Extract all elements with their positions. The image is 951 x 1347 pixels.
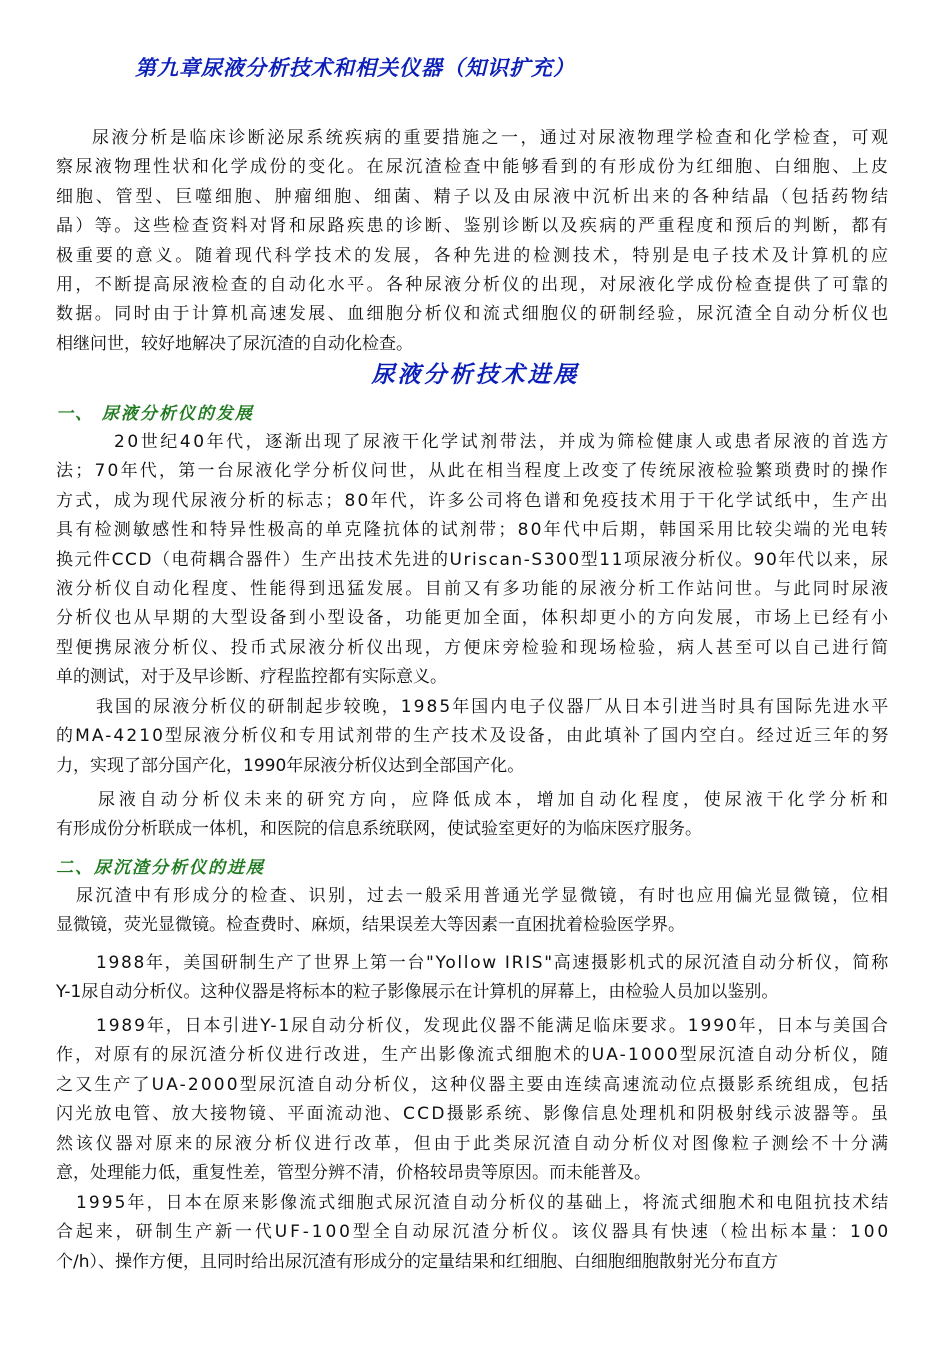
text-line: 相继问世，较好地解决了尿沉渣的自动化检查。 [56,333,413,354]
text-line: 尿液自动分析仪未来的研究方向，应降低成本，增加自动化程度，使尿液干化学分析和 [98,790,892,810]
text-line: 换元件CCD（电荷耦合器件）生产出技术先进的Uriscan-S300型11项尿液分析仪。90年代以来，尿 [56,549,890,570]
text-line: 有形成份分析联成一体机，和医院的信息系统联网，使试验室更好的为临床医疗服务。 [56,819,702,840]
text-line: 细胞、管型、巨噬细胞、肿瘤细胞、细菌、精子以及由尿液中沉析出来的各种结晶（包括药物结 [56,186,891,207]
text-line: 1989年，日本引进Y-1尿自动分析仪，发现此仪器不能满足临床要求。1990年，日本与美国合 [96,1016,890,1036]
text-line: 显微镜，荧光显微镜。检查费时、麻烦，结果误差大等因素一直困扰着检验医学界。 [56,915,685,936]
text-line: 闪光放电管、放大接物镜、平面流动池、CCD摄影系统、影像信息处理机和阴极射线示波器等。虽 [56,1104,891,1125]
text-line: 具有检测敏感性和特异性极高的单克隆抗体的试剂带；80年代中后期，韩国采用比较尖端的光电转 [56,520,890,541]
text-line: 然该仪器对原来的尿液分析仪进行改革，但由于此类尿沉渣自动分析仪对图像粒子测绘不十分满 [56,1133,891,1154]
text-line: 尿液分析是临床诊断泌尿系统疾病的重要措施之一，通过对尿液物理学检查和化学检查，可观 [92,128,891,148]
text-line: 合起来，研制生产新一代UF-100型全自动尿沉渣分析仪。该仪器具有快速（检出标本量：100 [56,1222,892,1243]
text-line: 我国的尿液分析仪的研制起步较晚，1985年国内电子仪器厂从日本引进当时具有国际先进水平 [96,697,891,717]
text-line: 20世纪40年代，逐渐出现了尿液干化学试剂带法，并成为筛检健康人或患者尿液的首选方 [114,432,891,452]
text-line: 分析仪也从早期的大型设备到小型设备，功能更加全面，体积却更小的方向发展，市场上已经有小 [56,608,891,629]
chapter-title: 第九章尿液分析技术和相关仪器（知识扩充） [135,55,575,80]
text-line: 型便携尿液分析仪、投币式尿液分析仪出现，方便床旁检验和现场检验，病人甚至可以自己进行简 [56,637,891,658]
text-line: 用，不断提高尿液检查的自动化水平。各种尿液分析仪的出现，对尿液化学成份检查提供了可靠的 [56,275,891,295]
text-line: 意，处理能力低，重复性差，管型分辨不清，价格较昂贵等原因。而未能普及。 [56,1163,651,1183]
text-line: 尿沉渣中有形成分的检查、识别，过去一般采用普通光学显微镜，有时也应用偏光显微镜，位相 [76,886,891,906]
text-line: 单的测试，对于及早诊断、疗程监控都有实际意义。 [56,667,447,688]
text-line: 数据。同时由于计算机高速发展、血细胞分析仪和流式细胞仪的研制经验，尿沉渣全自动分析仪也 [56,304,891,325]
text-line: 个/h）、操作方便，且同时给出尿沉渣有形成分的定量结果和红细胞、白细胞细胞散射光分布直方 [56,1251,778,1272]
text-line: 的MA-4210型尿液分析仪和专用试剂带的生产技术及设备，由此填补了国内空白。经过近三年的努 [56,726,891,747]
text-line: 液分析仪自动化程度、性能得到迅猛发展。目前又有多功能的尿液分析工作站问世。与此同时尿液 [56,579,891,599]
text-line: 之又生产了UA-2000型尿沉渣自动分析仪，这种仪器主要由连续高速流动位点摄影系统组成，包括 [56,1074,891,1095]
subsection-heading-sediment-analyzer: 二、尿沉渣分析仪的进展 [56,858,265,878]
text-line: 察尿液物理性状和化学成份的变化。在尿沉渣检查中能够看到的有形成份为红细胞、白细胞、上皮 [56,157,891,178]
subsection-heading-urinalyzer: 一、 尿液分析仪的发展 [56,404,254,424]
text-line: 力，实现了部分国产化，1990年尿液分析仪达到全部国产化。 [56,755,525,776]
text-line: 1988年，美国研制生产了世界上第一台"Yollow IRIS"高速摄影机式的尿沉渣自动分析仪，简称 [96,953,890,973]
text-line: 法；70年代，第一台尿液化学分析仪问世，从此在相当程度上改变了传统尿液检验繁琐费时的操作 [56,461,890,482]
text-line: 作，对原有的尿沉渣分析仪进行改进，生产出影像流式细胞术的UA-1000型尿沉渣自动分析仪，随 [56,1045,891,1066]
text-line: Y-1尿自动分析仪。这种仪器是将标本的粒子影像展示在计算机的屏幕上，由检验人员加以鉴别。 [56,982,779,1003]
text-line: 晶）等。这些检查资料对肾和尿路疾患的诊断、鉴别诊断以及疾病的严重程度和预后的判断，都有 [56,216,891,237]
text-line: 方式，成为现代尿液分析的标志；80年代，许多公司将色谱和免疫技术用于干化学试纸中，生产出 [56,490,890,511]
text-line: 1995年，日本在原来影像流式细胞式尿沉渣自动分析仪的基础上，将流式细胞术和电阻抗技术结 [76,1193,891,1213]
text-line: 极重要的意义。随着现代科学技术的发展，各种先进的检测技术，特别是电子技术及计算机的应 [56,245,891,266]
section-title: 尿液分析技术进展 [371,361,580,388]
